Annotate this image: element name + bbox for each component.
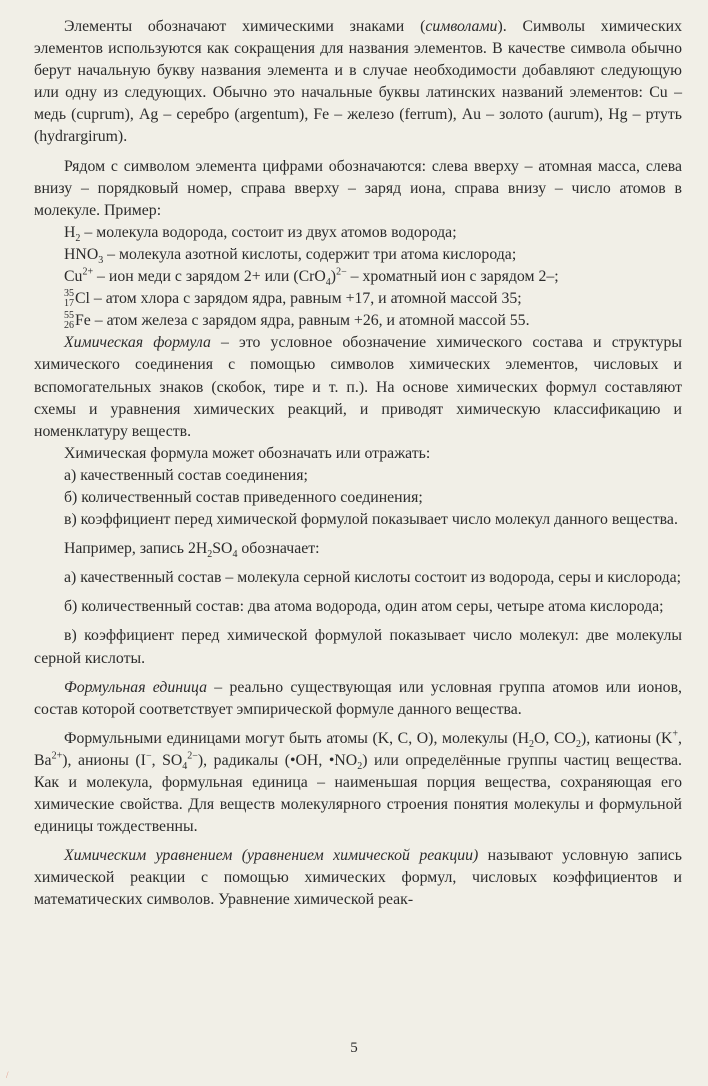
term-symbols: символами <box>425 18 498 35</box>
term-formula-unit: Формульная единица <box>64 678 208 696</box>
example-h2: $H_2$ – молекула водорода, состоит из двух атомов водорода; <box>64 223 457 244</box>
list2-item-b: б) количественный состав: два атома водорода, один атом серы, четыре атома кислорода; <box>64 598 664 616</box>
paragraph-chemical-equation: Химическим уравнением (уравнением химической реакции) называют условную запись химической реакции с помощью химических формул, числовых коэффициентов и математических символов. Уравнение химической реак- <box>34 847 682 909</box>
paragraph-chemical-formula: Химическая формула – это условное обозначение химического состава и структуры химического соединения с помощью символов химических элементов, числовых и вспомогательных знаков (скобок, тире и т. п.). На основе химических формул составляют схемы и уравнения химических реакций, и приводят химическую классификацию и номенклатуру веществ. <box>34 334 682 440</box>
paragraph-formula-unit-examples: Формульными единицами могут быть атомы (K, C, O), молекулы ($H_2O$, $CO_2$), катионы (K+, $Ba^{2+}$), анионы (I−, $SO_4^{2-}$), радикалы (•OH, $•NO_2$) или определённые группы частиц вещества. Как и молекула, формульная единица – наименьшая порция вещества, сохраняющая его химические свойства. Для веществ молекулярного строения понятия молекулы и формульной единицы тождественны. <box>34 728 682 836</box>
paragraph-notation: Рядом с символом элемента цифрами обозначаются: слева вверху – атомная масса, слева внизу – порядковый номер, справа вверху – заряд иона, справа внизу – число атомов в молекуле. Пример: <box>34 157 682 219</box>
page-number: 5 <box>350 1040 358 1056</box>
term-chemical-formula: Химическая формула <box>64 334 211 352</box>
term-chemical-equation: Химическим уравнением (уравнением химической реакции) <box>64 847 479 865</box>
paragraph-formula-meaning: Химическая формула может обозначать или отражать: <box>64 444 431 462</box>
example-cu-cro4: $Cu^{2+}$ – ион меди с зарядом 2+ или $(CrO_4)^{2-}$ – хроматный ион с зарядом 2–; <box>64 266 559 289</box>
paragraph-symbols: Элементы обозначают химическими знаками (символами). Символы химических элементов используются как сокращения для названия элементов. В качестве символа обычно берут начальную букву названия элемента и в случае необходимости добавляют следующую или одну из следующих. Обычно это начальные буквы латинских названий элементов: Cu – медь (cuprum), Ag – серебро (argentum), Fe – железо (ferrum), Au – золото (aurum), Hg – ртуть (hydrargirum). <box>34 18 682 146</box>
list2-item-a: а) качественный состав – молекула серной кислоты состоит из водорода, серы и кислорода; <box>64 569 682 587</box>
isotope-notation-fe: 55 26 <box>64 309 74 331</box>
corner-mark: / <box>6 1070 9 1080</box>
list1-item-a: а) качественный состав соединения; <box>64 466 308 484</box>
isotope-notation-cl: 35 17 <box>64 287 74 309</box>
list1-item-c: в) коэффициент перед химической формулой показывает число молекул данного вещества. <box>64 511 678 529</box>
example-iron: 55 26 Fe – атом железа с зарядом ядра, равным +26, и атомной массой 55. <box>64 309 530 331</box>
example-chlorine: 35 17 Cl – атом хлора с зарядом ядра, равным +17, и атомной массой 35; <box>64 287 522 309</box>
paragraph-formula-unit: Формульная единица – реально существующая или условная группа атомов или ионов, состав которой соответствует эмпирической формуле данного вещества. <box>34 678 682 718</box>
paragraph-example-h2so4: Например, запись $2H_2SO_4$ обозначает: <box>64 540 320 561</box>
example-hno3: $HNO_3$ – молекула азотной кислоты, содержит три атома кислорода; <box>64 245 517 267</box>
list1-item-b: б) количественный состав приведенного соединения; <box>64 488 423 506</box>
list2-item-c: в) коэффициент перед химической формулой показывает число молекул: две молекулы серной кислоты. <box>34 627 682 667</box>
